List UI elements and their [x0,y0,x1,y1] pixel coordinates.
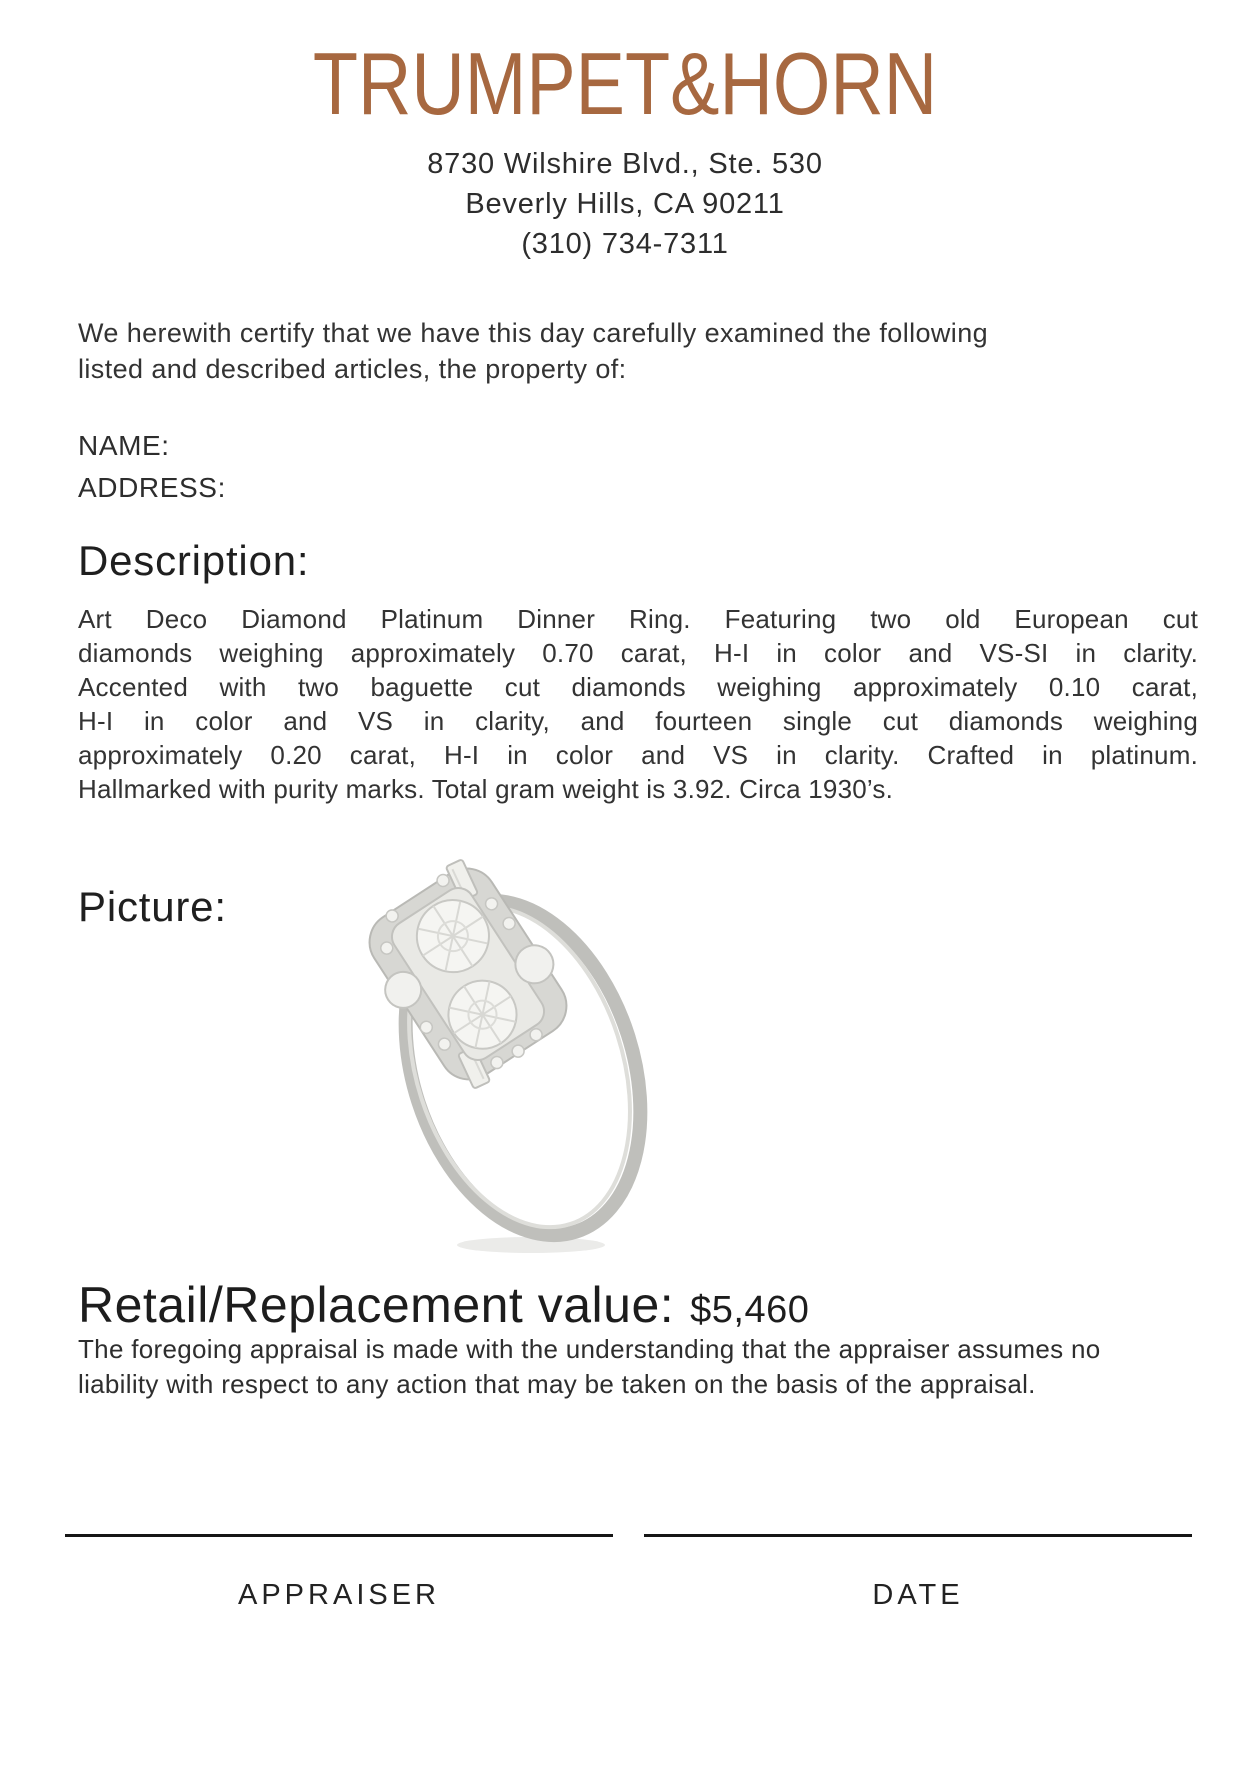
certification-line-1: We herewith certify that we have this day carefully examined the following [78,318,989,348]
owner-address-label: ADDRESS: [78,472,226,503]
brand-logo: TRUMPET&HORN [312,34,938,133]
description-text [78,602,1198,806]
date-label: DATE [872,1579,964,1611]
retail-value-amount: $5,460 [690,1289,810,1331]
description-line-4: H-I in color and VS in clarity, and fourteen single cut diamonds weighing [78,706,1198,736]
description-heading: Description: [78,537,310,584]
description-line-5: approximately 0.20 carat, H-I in color and VS in clarity. Crafted in platinum. [78,740,1198,770]
certification-line-2: listed and described articles, the property of: [78,354,627,384]
description-line-3: Accented with two baguette cut diamonds weighing approximately 0.10 carat, [78,672,1198,702]
appraiser-signature-field [65,1534,613,1612]
description-line-1: Art Deco Diamond Platinum Dinner Ring. Featuring two old European cut [78,604,1198,634]
description-line-2: diamonds weighing approximately 0.70 carat, H-I in color and VS-SI in clarity. [78,638,1198,668]
ring-photo [288,846,678,1256]
disclaimer-line-2: liability with respect to any action that may be taken on the basis of the appraisal. [78,1369,1036,1399]
retail-value-heading: Retail/Replacement value: [78,1277,675,1333]
disclaimer-line-1: The foregoing appraisal is made with the understanding that the appraiser assumes no [78,1334,1101,1364]
brand-address-line-2: Beverly Hills, CA 90211 [465,188,785,220]
description-line-6: Hallmarked with purity marks. Total gram weight is 3.92. Circa 1930’s. [78,774,894,804]
picture-heading: Picture: [78,883,227,930]
brand-address [0,144,1250,264]
retail-value-row [78,1277,810,1333]
brand-address-line-1: 8730 Wilshire Blvd., Ste. 530 [427,148,823,180]
brand-phone: (310) 734-7311 [521,228,729,260]
owner-name-label: NAME: [78,430,170,461]
ring-shadow [457,1237,605,1253]
certification-statement [78,315,1200,387]
date-signature-line [644,1534,1192,1537]
appraisal-disclaimer [78,1332,1208,1402]
appraiser-label: APPRAISER [238,1579,440,1611]
owner-block [78,425,226,509]
appraiser-signature-line [65,1534,613,1537]
date-signature-field [644,1534,1192,1612]
